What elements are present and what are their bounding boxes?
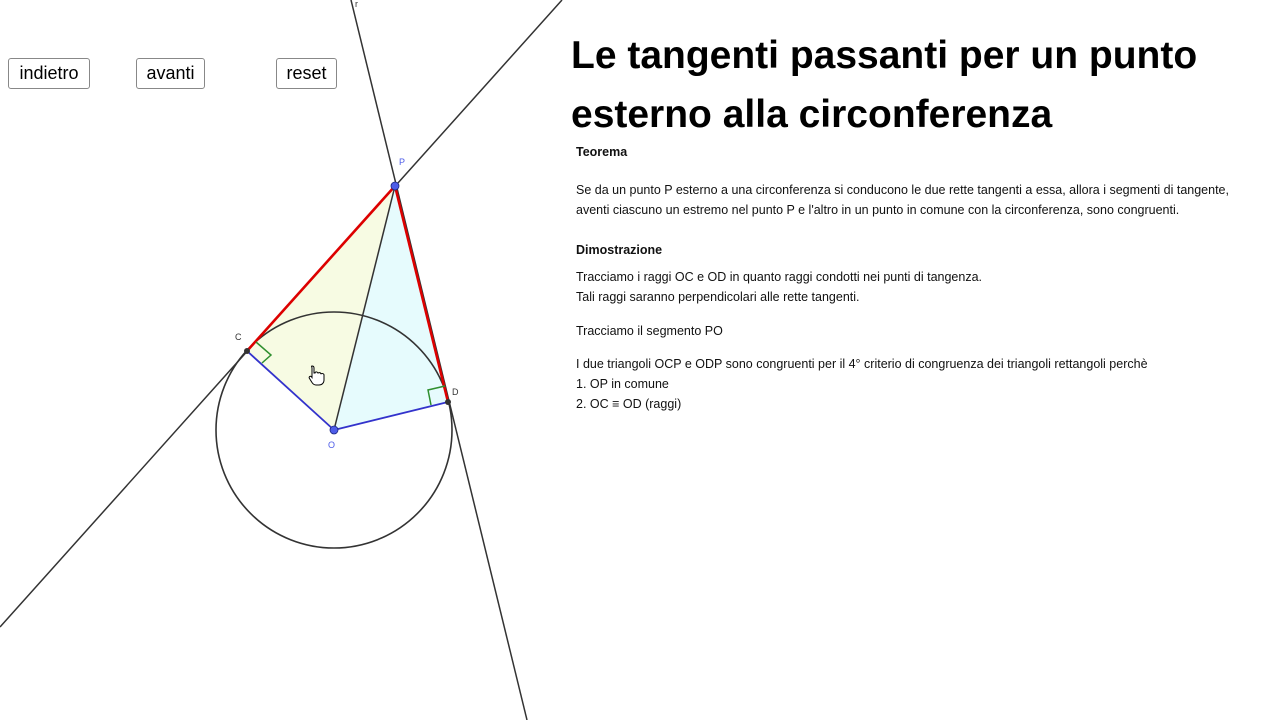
point-p[interactable] xyxy=(391,182,399,190)
title-line-2: esterno alla circonferenza xyxy=(571,93,1053,136)
label-p: P xyxy=(399,157,406,167)
theorem-heading: Teorema xyxy=(576,145,628,159)
page-title xyxy=(571,26,1271,144)
proof-text-2: Tali raggi saranno perpendicolari alle rette tangenti. xyxy=(576,290,860,304)
point-o[interactable] xyxy=(330,426,338,434)
proof-heading: Dimostrazione xyxy=(576,243,663,257)
label-o: O xyxy=(328,440,336,450)
proof-text-3: Tracciamo il segmento PO xyxy=(576,324,723,338)
label-r: r xyxy=(355,0,358,9)
back-button[interactable]: indietro xyxy=(8,58,90,89)
forward-button[interactable]: avanti xyxy=(136,58,205,89)
theorem-text-2: aventi ciascuno un estremo nel punto P e l'altro in un punto in comune con la circonferenza, sono congruenti. xyxy=(576,203,1180,217)
title-line-1: Le tangenti passanti per un punto xyxy=(571,34,1198,77)
point-d[interactable] xyxy=(445,399,451,405)
proof-item-1: 1. OP in comune xyxy=(576,377,669,391)
point-c[interactable] xyxy=(244,348,250,354)
theorem-text-1: Se da un punto P esterno a una circonferenza si conducono le due rette tangenti a essa, allora i segmenti di tangente, xyxy=(576,183,1229,197)
proof-text-4: I due triangoli OCP e ODP sono congruenti per il 4° criterio di congruenza dei triangoli rettangoli perchè xyxy=(576,357,1148,371)
reset-button[interactable]: reset xyxy=(276,58,337,89)
proof-text-1: Tracciamo i raggi OC e OD in quanto raggi condotti nei punti di tangenza. xyxy=(576,270,983,284)
proof-item-2: 2. OC ≡ OD (raggi) xyxy=(576,397,682,411)
label-c: C xyxy=(235,332,242,342)
label-d: D xyxy=(452,387,459,397)
